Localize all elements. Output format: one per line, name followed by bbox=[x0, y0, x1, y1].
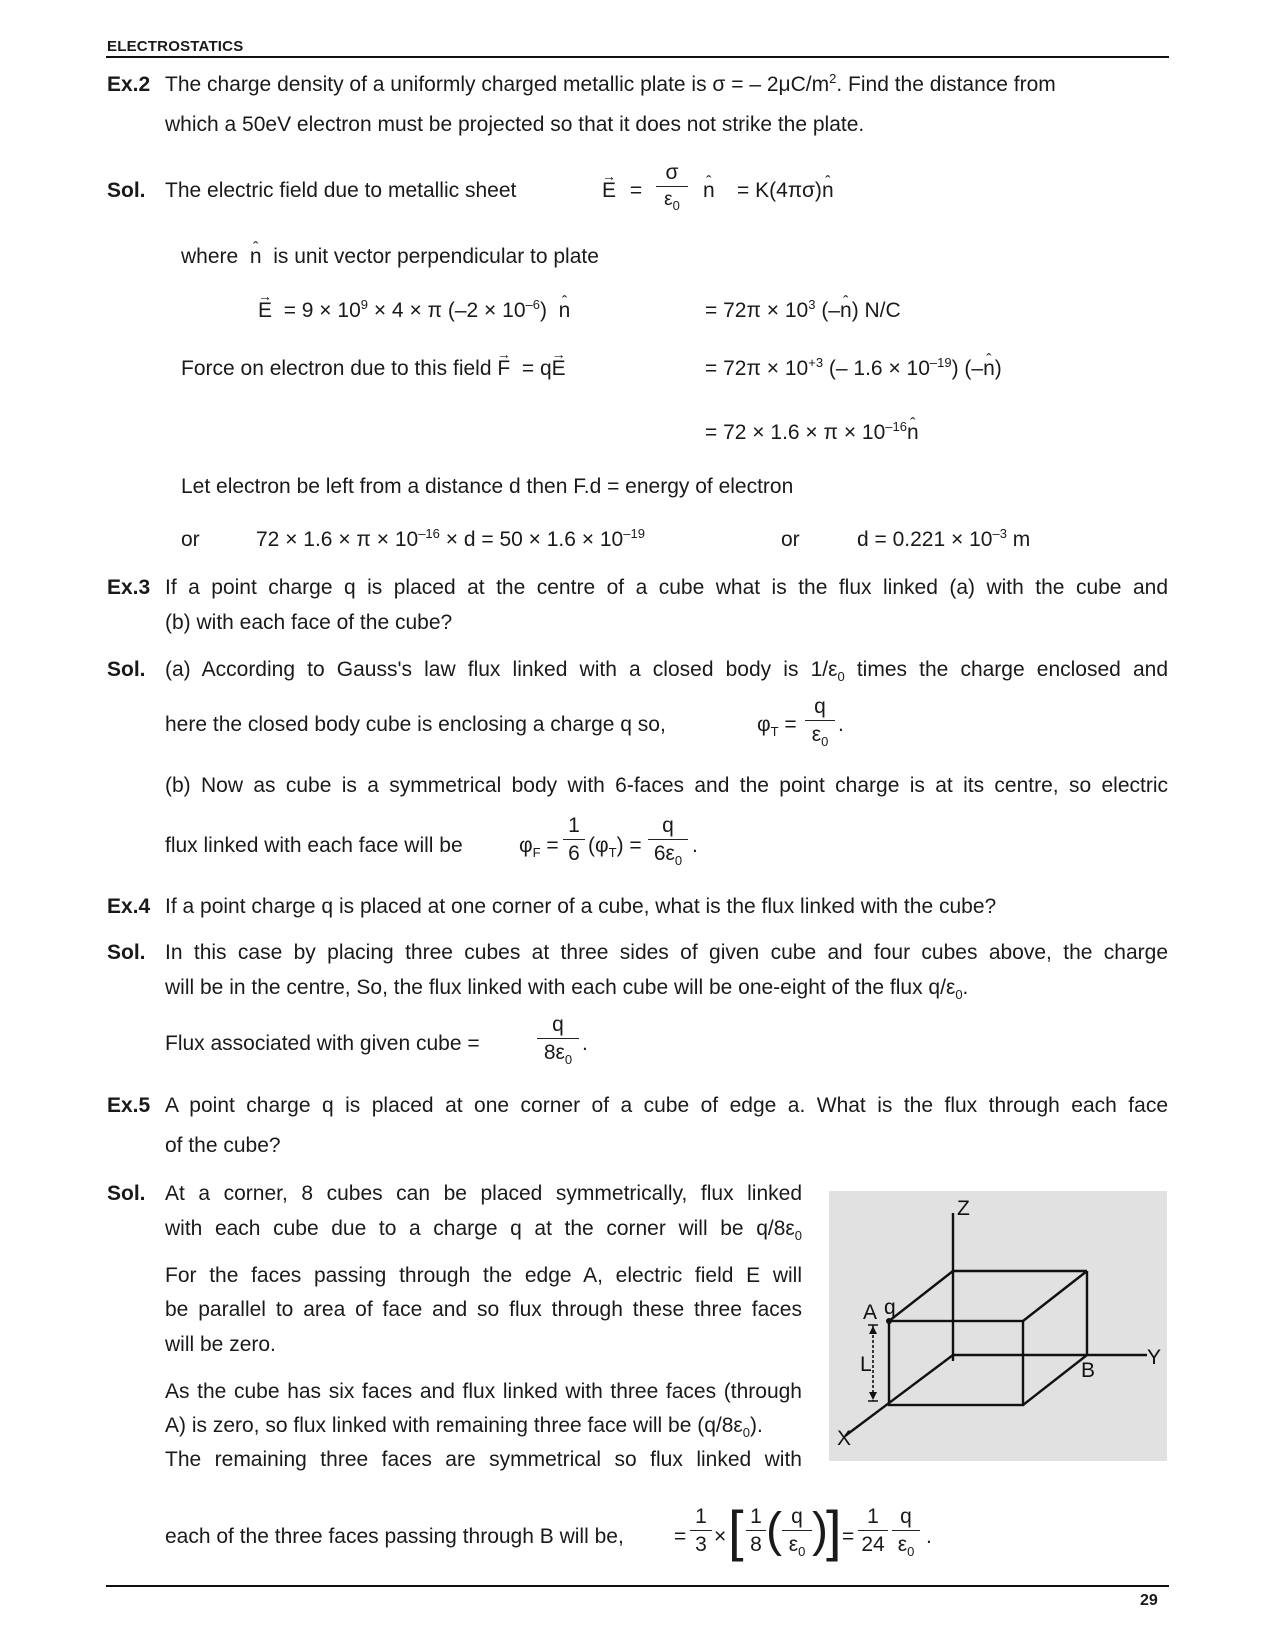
text: = 72π × 10 bbox=[705, 357, 809, 380]
denominator bbox=[782, 1531, 812, 1559]
subscript: 0 bbox=[674, 853, 683, 869]
text: = q bbox=[521, 357, 552, 380]
e-vector: → E bbox=[552, 355, 566, 383]
n-hat-symbol: ˆ n bbox=[907, 419, 919, 447]
subscript: 0 bbox=[742, 1425, 751, 1441]
cube-diagram bbox=[829, 1191, 1167, 1461]
ex3-label: Ex.3 bbox=[107, 576, 151, 599]
one-sixth bbox=[563, 813, 585, 868]
axis-y-label: Y bbox=[1147, 1346, 1162, 1369]
eps: ε bbox=[897, 1533, 908, 1556]
numerator: σ bbox=[656, 160, 688, 187]
one-over-24 bbox=[858, 1504, 888, 1559]
arrow-down-icon bbox=[869, 1392, 877, 1400]
text: 72 × 1.6 × π × 10 bbox=[256, 528, 419, 551]
ex3-sol-b-line1: (b) Now as cube is a symmetrical body with 6-faces and the point charge is at its centre, so electric bbox=[165, 774, 1168, 797]
denominator: 8 bbox=[750, 1533, 762, 1556]
text: . bbox=[962, 976, 969, 999]
ex2-e-field-formula bbox=[602, 177, 650, 205]
subscript: 0 bbox=[672, 197, 680, 213]
ex5-label: Ex.5 bbox=[107, 1094, 151, 1117]
subscript: 0 bbox=[564, 1052, 573, 1068]
text: A) is zero, so flux linked with remaining three face will be (q/8ε bbox=[165, 1414, 743, 1437]
text: (a) According to Gauss's law flux linked with a closed body is 1/ε bbox=[165, 658, 838, 681]
phi-t-label: $\varphi_T$ = bbox=[757, 713, 797, 740]
numerator: 1 bbox=[746, 1504, 766, 1531]
period: . bbox=[692, 834, 698, 857]
arrow-up-icon bbox=[869, 1326, 877, 1334]
axis-x-label: X bbox=[837, 1427, 852, 1450]
eps: ε bbox=[664, 189, 673, 210]
q-over-eps0-final bbox=[892, 1504, 920, 1559]
subscript: 0 bbox=[837, 669, 845, 685]
q-over-8eps0 bbox=[537, 1012, 579, 1067]
ex4-sol-line1: In this case by placing three cubes at three sides of given cube and four cubes above, the charge bbox=[165, 941, 1168, 964]
header-rule bbox=[106, 56, 1169, 58]
subscript: 0 bbox=[798, 1544, 806, 1560]
ex2-question-line2: which a 50eV electron must be projected so that it does not strike the plate. bbox=[165, 113, 865, 136]
phi: φ bbox=[519, 834, 533, 857]
text: . Find the distance from bbox=[836, 73, 1056, 96]
e-calc bbox=[258, 297, 570, 325]
or-label-2: or bbox=[781, 528, 800, 551]
denominator bbox=[892, 1531, 920, 1559]
ex5-sol-label: Sol. bbox=[107, 1182, 146, 1205]
cube-front-face bbox=[889, 1321, 1023, 1405]
text: × d = 50 × 1.6 × 10 bbox=[439, 528, 624, 551]
q-over-eps0-inner bbox=[782, 1504, 812, 1559]
text: 6ε bbox=[653, 842, 675, 865]
phi-t-paren: $(\varphi_T)$ = bbox=[588, 834, 642, 861]
ex3-sol-label: Sol. bbox=[107, 658, 146, 681]
text: = K(4πσ) bbox=[737, 179, 822, 202]
point-b-label: B bbox=[1081, 1359, 1096, 1382]
ex2-label: Ex.2 bbox=[107, 73, 151, 96]
eps: ε bbox=[788, 1533, 799, 1556]
right-paren: ) bbox=[812, 1504, 828, 1557]
text: m bbox=[1006, 528, 1031, 551]
q-over-eps0 bbox=[805, 694, 835, 749]
point-a-label: A bbox=[863, 1301, 878, 1324]
ex5-question-line2: of the cube? bbox=[165, 1134, 281, 1157]
text: (– 1.6 × 10 bbox=[823, 357, 930, 380]
period: . bbox=[582, 1032, 588, 1055]
ex5-p1-line2 bbox=[165, 1215, 802, 1243]
denominator bbox=[805, 721, 835, 749]
superscript: –6 bbox=[525, 297, 540, 312]
numerator: 1 bbox=[690, 1504, 712, 1531]
ex5-p1-line1: At a corner, 8 cubes can be placed symmetrically, flux linked bbox=[165, 1182, 802, 1205]
ex5-p2-line3: will be zero. bbox=[165, 1333, 276, 1356]
n-hat-symbol: ˆ n bbox=[250, 243, 262, 271]
one-third bbox=[690, 1504, 712, 1559]
phi: φ bbox=[757, 713, 771, 736]
subscript: 0 bbox=[821, 734, 829, 750]
n-hat-symbol: ˆ n bbox=[822, 177, 834, 205]
e-result bbox=[705, 297, 901, 325]
numerator: q bbox=[648, 813, 688, 840]
final-equation bbox=[256, 526, 645, 554]
equals-2: = bbox=[842, 1525, 855, 1548]
force-line bbox=[181, 355, 566, 383]
where-line bbox=[181, 243, 599, 271]
ex2-sol-label: Sol. bbox=[107, 179, 146, 202]
running-header: ELECTROSTATICS bbox=[107, 38, 244, 55]
denominator: 6 bbox=[568, 842, 580, 865]
superscript: 9 bbox=[360, 297, 368, 312]
period: . bbox=[838, 713, 844, 736]
equals-1: = bbox=[674, 1525, 687, 1548]
text: ) N/C bbox=[851, 299, 901, 322]
ex3-sol-b-line2: flux linked with each face will be bbox=[165, 834, 463, 857]
text: (– bbox=[815, 299, 840, 322]
superscript: –3 bbox=[992, 526, 1007, 541]
numerator: q bbox=[892, 1504, 920, 1531]
n-hat bbox=[703, 177, 715, 205]
denominator bbox=[537, 1039, 579, 1067]
eps: ε bbox=[811, 723, 822, 746]
superscript: –16 bbox=[885, 419, 907, 434]
axis-z-label: Z bbox=[957, 1197, 970, 1220]
ex4-sol-label: Sol. bbox=[107, 941, 146, 964]
cube-diagram-svg bbox=[829, 1191, 1167, 1461]
text: = 72π × 10 bbox=[705, 299, 809, 322]
n-hat-symbol: ˆ n bbox=[703, 177, 715, 205]
text: ). bbox=[750, 1414, 763, 1437]
denominator: 24 bbox=[861, 1533, 885, 1556]
charge-q-label: q bbox=[884, 1296, 896, 1319]
superscript: 2 bbox=[829, 71, 837, 86]
denominator: 3 bbox=[695, 1533, 707, 1556]
left-bracket: [ bbox=[728, 1499, 744, 1562]
superscript: –19 bbox=[929, 355, 952, 370]
ex3-sol-a-line2: here the closed body cube is enclosing a charge q so, bbox=[165, 713, 666, 736]
ex3-question-line2: (b) with each face of the cube? bbox=[165, 611, 453, 634]
page-number: 29 bbox=[1140, 1592, 1158, 1609]
k-expression bbox=[737, 177, 834, 205]
n-hat-symbol: ˆ n bbox=[840, 297, 852, 325]
superscript: –19 bbox=[623, 526, 645, 541]
subscript: T bbox=[608, 845, 617, 861]
let-line: Let electron be left from a distance d then F.d = energy of electron bbox=[181, 475, 794, 498]
force-result bbox=[705, 355, 1002, 383]
text: will be in the centre, So, the flux linked with each cube will be one-eight of the flux q/ε bbox=[165, 976, 956, 999]
sigma-over-eps0 bbox=[656, 160, 688, 213]
ex2-question-line1 bbox=[165, 71, 1056, 99]
period: . bbox=[926, 1525, 932, 1548]
subscript: 0 bbox=[907, 1544, 915, 1560]
ex4-sol-line2 bbox=[165, 974, 968, 1002]
ex3-question-line1: If a point charge q is placed at the centre of a cube what is the flux linked (a) with the cube and bbox=[165, 576, 1168, 599]
text: with each cube due to a charge q at the corner will be q/8ε bbox=[165, 1217, 795, 1240]
one-eighth bbox=[746, 1504, 766, 1559]
phi-f-expression: $\varphi_F$ = bbox=[519, 834, 559, 861]
ex5-p3-line2 bbox=[165, 1412, 763, 1440]
subscript: 0 bbox=[955, 987, 963, 1003]
n-hat-symbol: ˆ n bbox=[559, 297, 571, 325]
text: ) bbox=[539, 299, 547, 322]
ex4-label: Ex.4 bbox=[107, 895, 151, 918]
e-vector: → E bbox=[602, 177, 616, 205]
text: = 9 × 10 bbox=[283, 299, 361, 322]
numerator: 1 bbox=[858, 1504, 888, 1531]
final-answer bbox=[857, 526, 1030, 554]
denominator bbox=[648, 840, 688, 868]
text: where bbox=[181, 245, 239, 268]
ex4-flux-text: Flux associated with given cube = bbox=[165, 1032, 480, 1055]
text: times the charge enclosed and bbox=[844, 658, 1168, 681]
denominator bbox=[656, 187, 688, 213]
force-result-2 bbox=[705, 419, 919, 447]
cube-edge bbox=[1023, 1355, 1087, 1405]
phi: φ bbox=[595, 834, 609, 857]
text: d = 0.221 × 10 bbox=[857, 528, 993, 551]
superscript: +3 bbox=[808, 355, 824, 370]
ex5-p2-line2: be parallel to area of face and so flux through these three faces bbox=[165, 1298, 802, 1321]
subscript: F bbox=[532, 845, 541, 861]
or-label-1: or bbox=[181, 528, 200, 551]
text: ) bbox=[994, 357, 1002, 380]
superscript: 3 bbox=[808, 297, 816, 312]
text: The charge density of a uniformly charged metallic plate is σ = – 2μC/m bbox=[165, 73, 830, 96]
length-l-label: L bbox=[860, 1353, 872, 1376]
ex2-sol-line1: The electric field due to metallic sheet bbox=[165, 179, 517, 202]
right-bracket: ] bbox=[826, 1499, 842, 1562]
left-paren: ( bbox=[766, 1504, 782, 1557]
ex3-sol-a-line1 bbox=[165, 656, 1168, 684]
f-vector: → F bbox=[497, 355, 510, 383]
numerator: q bbox=[782, 1504, 812, 1531]
text: 8ε bbox=[543, 1041, 565, 1064]
footer-rule bbox=[106, 1585, 1169, 1587]
text: Force on electron due to this field bbox=[181, 357, 492, 380]
numerator: q bbox=[537, 1012, 579, 1039]
ex5-p3-line4: each of the three faces passing through B will be, bbox=[165, 1525, 624, 1548]
subscript: 0 bbox=[794, 1228, 802, 1244]
n-hat-symbol: ˆ n bbox=[983, 355, 995, 383]
text: ) (– bbox=[951, 357, 984, 380]
e-vector: → E bbox=[258, 297, 272, 325]
ex5-p3-line3: The remaining three faces are symmetrical so flux linked with bbox=[165, 1448, 802, 1471]
ex4-question: If a point charge q is placed at one corner of a cube, what is the flux linked with the cube? bbox=[165, 895, 997, 918]
times: × bbox=[714, 1525, 727, 1548]
ex5-p3-line1: As the cube has six faces and flux linked with three faces (through bbox=[165, 1380, 802, 1403]
ex5-p2-line1: For the faces passing through the edge A, electric field E will bbox=[165, 1264, 802, 1287]
text: × 4 × π (–2 × 10 bbox=[368, 299, 526, 322]
numerator: q bbox=[805, 694, 835, 721]
q-over-6eps0 bbox=[648, 813, 688, 868]
cube-edge bbox=[889, 1271, 953, 1321]
equals: = bbox=[629, 179, 643, 202]
text: = 72 × 1.6 × π × 10 bbox=[705, 421, 886, 444]
cube-edge bbox=[1023, 1271, 1087, 1321]
ex5-question-line1: A point charge q is placed at one corner of a cube of edge a. What is the flux through each face bbox=[165, 1094, 1168, 1117]
superscript: –16 bbox=[418, 526, 440, 541]
subscript: T bbox=[770, 724, 779, 740]
text: is unit vector perpendicular to plate bbox=[273, 245, 599, 268]
numerator: 1 bbox=[563, 813, 585, 840]
